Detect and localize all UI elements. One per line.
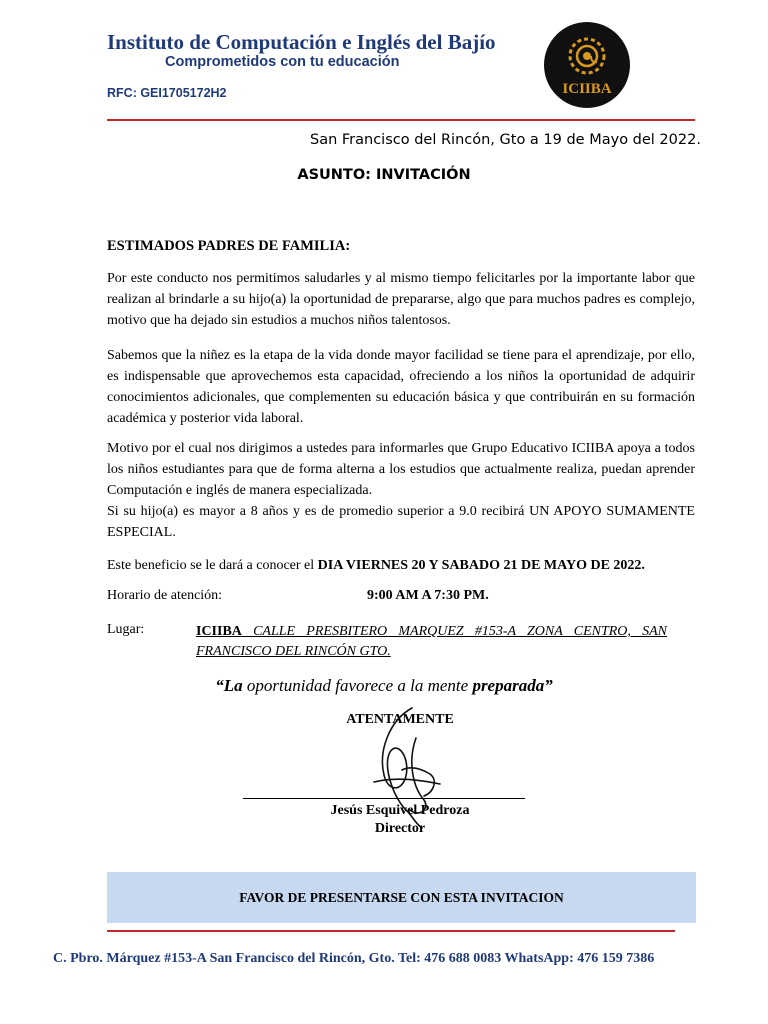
logo-text: ICIIBA — [562, 81, 612, 97]
motto — [0, 676, 768, 696]
benefit-line — [107, 555, 695, 576]
letter-subject: ASUNTO: INVITACIÓN — [297, 167, 471, 183]
letter-salutation: ESTIMADOS PADRES DE FAMILIA: — [107, 238, 351, 254]
rfc-number: RFC: GEI1705172H2 — [107, 86, 227, 100]
hours-value: 9:00 AM A 7:30 PM. — [367, 588, 489, 603]
paragraph-3-part-a: Motivo por el cual nos dirigimos a ustedes para informarles que Grupo Educativo ICIIBA apoya a todos los niños estudiantes para que de forma alterna a los estudios que actualmente realiza, puedan aprender Computación e inglés de manera especializada. — [107, 441, 695, 498]
closing-regards: ATENTAMENTE — [346, 712, 454, 727]
paragraph-3-part-b: Si su hijo(a) es mayor a 8 años y es de promedio superior a 9.0 recibirá UN APOYO SUMAMENTE ESPECIAL. — [107, 504, 695, 540]
place-address: CALLE PRESBITERO MARQUEZ #153-A ZONA CENTRO, SAN FRANCISCO DEL RINCÓN GTO. — [196, 624, 667, 659]
place-name: ICIIBA — [196, 624, 242, 639]
benefit-intro: Este beneficio se le dará a conocer el — [107, 558, 315, 573]
motto-close: preparada” — [472, 676, 553, 695]
invitation-banner-text: FAVOR DE PRESENTARSE CON ESTA INVITACION — [239, 890, 564, 905]
institution-name: Instituto de Computación e Inglés del Bajío — [107, 30, 496, 54]
place-label: Lugar: — [107, 622, 145, 637]
letter-date: San Francisco del Rincón, Gto a 19 de Mayo del 2022. — [310, 132, 701, 148]
hours-label: Horario de atención: — [107, 588, 223, 603]
signer-role: Director — [374, 821, 426, 836]
header-divider — [107, 119, 695, 121]
place-value — [196, 622, 667, 662]
footer-contact: C. Pbro. Márquez #153-A San Francisco del Rincón, Gto. Tel: 476 688 0083 WhatsApp: 476 159 7386 — [53, 951, 655, 966]
motto-open: “La — [215, 676, 243, 695]
signature-line — [243, 798, 525, 799]
paragraph-1: Por este conducto nos permitimos saludarles y al mismo tiempo felicitarles por la importante labor que realizan al brindarle a su hijo(a) la oportunidad de prepararse, algo que para muchos padres es complejo, motivo que ha dejado sin estudios a muchos niños talentosos. — [107, 271, 695, 328]
institution-slogan: Comprometidos con tu educación — [165, 54, 400, 70]
paragraph-3 — [107, 438, 695, 543]
motto-middle: oportunidad favorece a la mente — [246, 676, 469, 695]
iciiba-logo — [543, 21, 631, 109]
paragraph-2: Sabemos que la niñez es la etapa de la vida donde mayor facilidad se tiene para el aprendizaje, por ello, es indispensable que aprovechemos esta capacidad, ofreciendo a los niños la oportunidad de adquirir conocimientos adicionales, que complementen su educación básica y que contribuirán en su formación académica y posterior vida laboral. — [107, 348, 695, 426]
signer-name: Jesús Esquivel Pedroza — [330, 803, 470, 818]
benefit-dates: DIA VIERNES 20 Y SABADO 21 DE MAYO DE 2022. — [317, 558, 645, 573]
footer-divider — [107, 930, 675, 932]
